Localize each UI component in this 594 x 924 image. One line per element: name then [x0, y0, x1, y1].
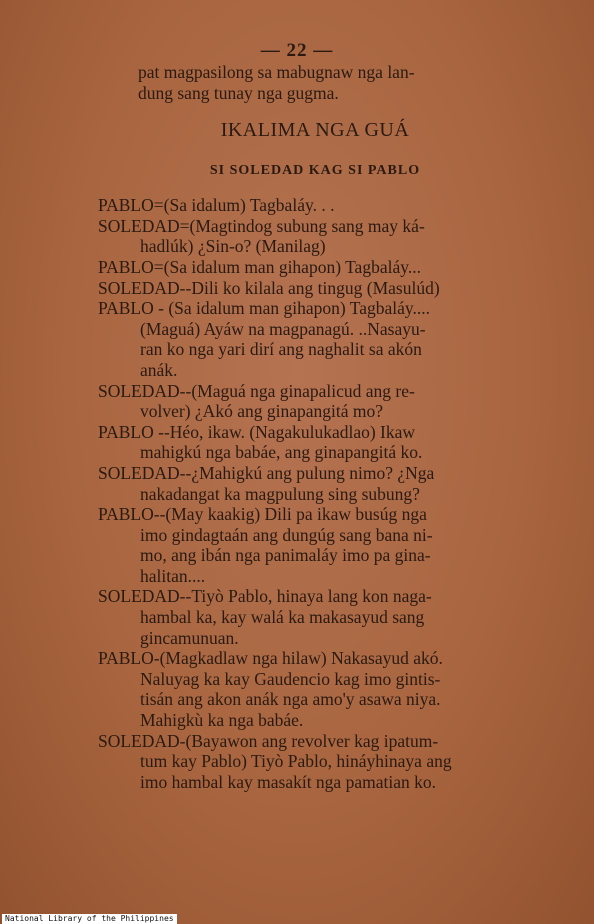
dialogue-line	[98, 422, 532, 463]
dialogue-line	[98, 195, 532, 216]
dialogue-list	[98, 195, 532, 792]
page-number: — 22 —	[260, 40, 334, 61]
dialogue-speaker-line: SOLEDAD--(Maguá nga ginapalicud ang re-	[98, 380, 415, 401]
dialogue-continuation: Naluyag ka kay Gaudencio kag imo gintis-	[140, 668, 441, 689]
dialogue-continuation: hadlúk) ¿Sin-o? (Manilag)	[140, 236, 326, 257]
dialogue-continuation: nakadangat ka magpulung sing subung?	[140, 483, 420, 504]
dialogue-speaker-line: PABLO - (Sa idalum man gihapon) Tagbaláy....	[98, 298, 431, 319]
dialogue-continuation: Mahigkù ka nga babáe.	[140, 710, 304, 731]
dialogue-line	[98, 298, 532, 380]
dialogue-speaker-line: SOLEDAD--¿Mahigkú ang pulung nimo? ¿Nga	[98, 462, 435, 483]
dialogue-speaker-line: PABLO-(Magkadlaw nga hilaw) Nakasayud akó.	[98, 648, 443, 669]
dialogue-speaker-line: PABLO --Héo, ikaw. (Nagakulukadlao) Ikaw	[98, 421, 416, 442]
intro-line: dung sang tunay nga gugma.	[138, 82, 339, 103]
dialogue-continuation: tisán ang akon anák nga amo'y asawa niya.	[140, 689, 441, 710]
page-body	[98, 62, 532, 792]
dialogue-continuation: gincamunuan.	[140, 627, 239, 648]
dialogue-line	[98, 586, 532, 648]
dialogue-speaker-line: SOLEDAD-(Bayawon ang revolver kag ipatum-	[98, 730, 439, 751]
dialogue-line	[98, 731, 532, 793]
dialogue-speaker-line: SOLEDAD--Tiyò Pablo, hinaya lang kon naga-	[98, 586, 432, 607]
scene-characters: SI SOLEDAD KAG SI PABLO	[209, 163, 421, 179]
library-watermark: National Library of the Philippines	[2, 914, 177, 924]
dialogue-continuation: ran ko nga yari dirí ang naghalit sa akón	[140, 339, 422, 360]
dialogue-speaker-line: SOLEDAD--Dili ko kilala ang tingug (Masulúd)	[98, 277, 440, 298]
dialogue-continuation: (Maguá) Ayáw na magpanagú. ..Nasayu-	[140, 318, 426, 339]
dialogue-continuation: hambal ka, kay walá ka makasayud sang	[140, 607, 425, 628]
dialogue-continuation: anák.	[140, 359, 178, 380]
dialogue-line	[98, 257, 532, 278]
intro-line: pat magpasilong sa mabugnaw nga lan-	[138, 62, 415, 82]
dialogue-continuation: imo gindagtaán ang dungúg sang bana ni-	[140, 524, 433, 545]
dialogue-line	[98, 278, 532, 299]
dialogue-speaker-line: PABLO--(May kaakig) Dili pa ikaw busúg nga	[98, 504, 427, 525]
dialogue-continuation: imo hambal kay masakít nga pamatian ko.	[140, 771, 436, 792]
dialogue-line	[98, 504, 532, 586]
dialogue-speaker-line: SOLEDAD=(Magtindog subung sang may ká-	[98, 215, 425, 236]
dialogue-continuation: tum kay Pablo) Tiyò Pablo, hináyhinaya ang	[140, 751, 452, 772]
dialogue-continuation: mo, ang ibán nga panimaláy imo pa gina-	[140, 545, 431, 566]
dialogue-continuation: halitan....	[140, 565, 206, 586]
dialogue-speaker-line: PABLO=(Sa idalum) Tagbaláy. . .	[98, 195, 335, 216]
dialogue-continuation: mahigkú nga babáe, ang ginapangitá ko.	[140, 442, 423, 463]
scene-heading: IKALIMA NGA GUÁ	[220, 119, 410, 142]
dialogue-speaker-line: PABLO=(Sa idalum man gihapon) Tagbaláy...	[98, 256, 421, 277]
dialogue-continuation: volver) ¿Akó ang ginapangitá mo?	[140, 401, 383, 422]
dialogue-line	[98, 648, 532, 730]
dialogue-line	[98, 216, 532, 257]
dialogue-line	[98, 381, 532, 422]
intro-text	[98, 62, 532, 103]
dialogue-line	[98, 463, 532, 504]
